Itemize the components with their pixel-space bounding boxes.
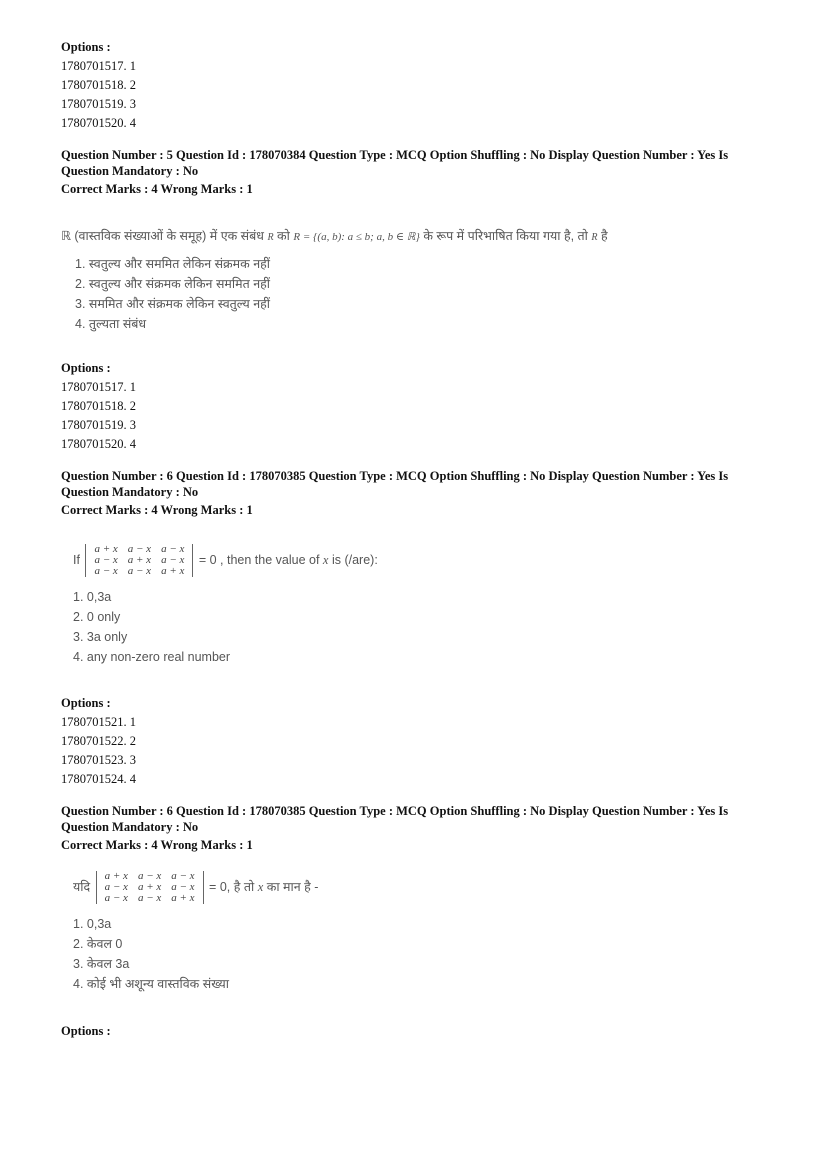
- stem-math: x: [257, 879, 264, 894]
- det-cell: a + x: [127, 554, 152, 566]
- det-cell: a + x: [171, 892, 195, 904]
- choice-item: 4. कोई भी अशून्य वास्तविक संख्या: [73, 977, 229, 991]
- stem-math: R = {(a, b): a ≤ b; a, b ∈ ℝ}: [293, 231, 420, 243]
- options-label: Options :: [61, 40, 111, 54]
- det-cell: a − x: [137, 870, 162, 882]
- options-block: [61, 694, 776, 789]
- stem-math: R: [591, 232, 598, 243]
- choice-item: 2. 0 only: [73, 610, 121, 624]
- det-cell: a − x: [161, 554, 185, 566]
- det-cell: a − x: [171, 870, 195, 882]
- stem-text: का मान है -: [266, 879, 319, 894]
- options-block: [61, 1022, 776, 1041]
- choice-item: 1. 0,3a: [73, 917, 112, 931]
- det-cell: a + x: [137, 881, 162, 893]
- determinant: [85, 544, 193, 577]
- question-6: [61, 468, 776, 789]
- stem-text: is (/are):: [331, 552, 378, 567]
- options-label: Options :: [61, 361, 111, 375]
- option-item: 1780701518. 2: [61, 78, 136, 92]
- det-cell: a − x: [94, 554, 118, 566]
- question-6-hindi: [61, 803, 776, 1041]
- option-item: 1780701520. 4: [61, 116, 136, 130]
- det-cell: a + x: [94, 543, 118, 555]
- option-item: 1780701521. 1: [61, 715, 136, 729]
- option-item: 1780701518. 2: [61, 399, 136, 413]
- option-item: 1780701520. 4: [61, 437, 136, 451]
- option-item: 1780701523. 3: [61, 753, 136, 767]
- choice-item: 4. any non-zero real number: [73, 650, 231, 664]
- stem-text: = 0 , then the value of: [198, 552, 320, 567]
- stem-text: If: [73, 552, 80, 567]
- option-item: 1780701517. 1: [61, 380, 136, 394]
- question-header-line2: Question Mandatory : No: [61, 485, 199, 499]
- question-header-line1: Question Number : 6 Question Id : 178070385 Question Type : MCQ Option Shuffling : No Display Question Number : Yes Is: [61, 469, 729, 483]
- question-stem: [61, 227, 776, 244]
- question-header-line1: Question Number : 5 Question Id : 178070384 Question Type : MCQ Option Shuffling : No Display Question Number : Yes Is: [61, 148, 729, 162]
- spacer: [61, 133, 776, 147]
- stem-math: x: [322, 552, 329, 567]
- stem-text: को: [277, 229, 290, 243]
- question-marks: Correct Marks : 4 Wrong Marks : 1: [61, 838, 253, 852]
- spacer: [61, 789, 776, 803]
- stem-text: के रूप में परिभाषित किया गया है, तो: [423, 229, 588, 243]
- choice-item: 2. केवल 0: [73, 937, 123, 951]
- option-item: 1780701524. 4: [61, 772, 136, 786]
- question-image: [61, 227, 776, 347]
- options-label: Options :: [61, 696, 111, 710]
- det-cell: a − x: [104, 881, 128, 893]
- choice-item: 3. सममित और संक्रमक लेकिन स्वतुल्य नहीं: [75, 297, 271, 311]
- det-cell: a − x: [161, 543, 185, 555]
- question-stem: [73, 871, 776, 904]
- stem-text: यदि: [73, 879, 91, 894]
- question-header-line2: Question Mandatory : No: [61, 820, 199, 834]
- stem-text: = 0, है तो: [209, 879, 255, 894]
- det-cell: a + x: [161, 565, 185, 577]
- options-block: [61, 359, 776, 454]
- det-cell: a − x: [104, 892, 128, 904]
- choice-item: 1. स्वतुल्य और सममित लेकिन संक्रमक नहीं: [75, 257, 271, 271]
- question-marks: Correct Marks : 4 Wrong Marks : 1: [61, 503, 253, 517]
- spacer: [61, 454, 776, 468]
- det-cell: a − x: [94, 565, 118, 577]
- option-item: 1780701517. 1: [61, 59, 136, 73]
- question-stem: [73, 544, 776, 577]
- choice-item: 3. 3a only: [73, 630, 128, 644]
- choice-item: 1. 0,3a: [73, 590, 112, 604]
- question-header-line1: Question Number : 6 Question Id : 178070385 Question Type : MCQ Option Shuffling : No Display Question Number : Yes Is: [61, 804, 729, 818]
- question-header-line2: Question Mandatory : No: [61, 164, 199, 178]
- choice-item: 3. केवल 3a: [73, 957, 130, 971]
- question-marks: Correct Marks : 4 Wrong Marks : 1: [61, 182, 253, 196]
- choice-item: 2. स्वतुल्य और संक्रमक लेकिन सममित नहीं: [75, 277, 271, 291]
- determinant: [96, 871, 204, 904]
- det-cell: a − x: [127, 543, 152, 555]
- det-cell: a − x: [137, 892, 162, 904]
- det-cell: a + x: [104, 870, 128, 882]
- stem-math: R: [267, 232, 274, 243]
- options-block-1: [61, 38, 776, 133]
- det-cell: a − x: [127, 565, 152, 577]
- options-label: Options :: [61, 1024, 111, 1038]
- det-cell: a − x: [171, 881, 195, 893]
- question-5: [61, 147, 776, 454]
- option-item: 1780701519. 3: [61, 418, 136, 432]
- question-image: [61, 871, 776, 1016]
- document-page: [61, 38, 776, 1041]
- option-item: 1780701519. 3: [61, 97, 136, 111]
- stem-text: है: [601, 229, 608, 243]
- stem-text: ℝ (वास्तविक संख्याओं के समूह) में एक संबंध: [61, 229, 264, 243]
- question-image: [61, 544, 776, 684]
- option-item: 1780701522. 2: [61, 734, 136, 748]
- choice-item: 4. तुल्यता संबंध: [75, 317, 147, 331]
